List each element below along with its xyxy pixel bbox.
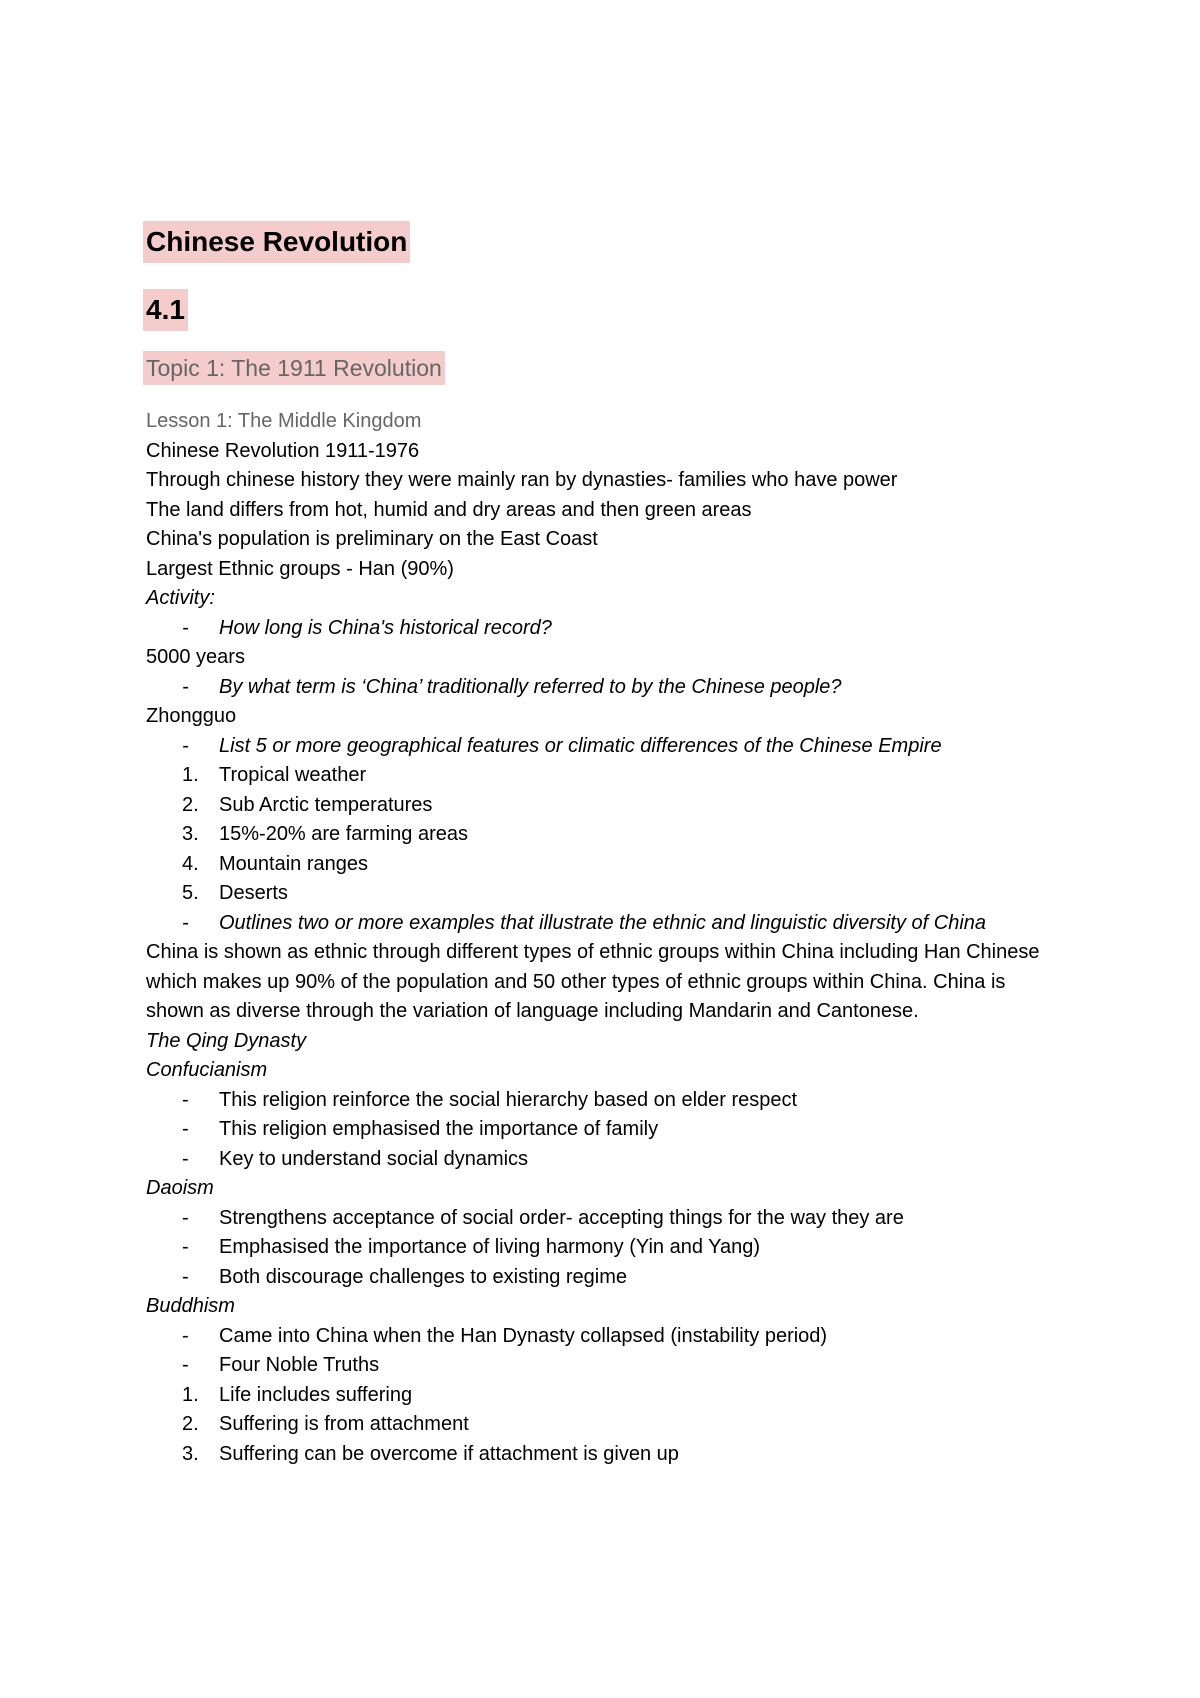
list-marker: - [182, 675, 189, 698]
intro-line: China's population is preliminary on the East Coast [146, 528, 598, 550]
list-marker: 3. [182, 823, 199, 845]
numbered-item [146, 1381, 1066, 1411]
list-item-text: Both discourage challenges to existing regime [219, 1265, 628, 1288]
intro-line: The land differs from hot, humid and dry areas and then green areas [146, 498, 752, 521]
list-marker: 2. [182, 1413, 199, 1435]
list-item-text: Emphasised the importance of living harmony (Yin and Yang) [219, 1236, 761, 1258]
list-marker: 1. [182, 1383, 199, 1406]
numbered-item [146, 791, 1066, 821]
list-marker: - [182, 1324, 189, 1347]
intro-line: Chinese Revolution 1911-1976 [146, 439, 420, 462]
numbered-item [146, 850, 1066, 880]
confucianism-label: Confucianism [146, 1059, 268, 1081]
numbered-item [146, 879, 1066, 909]
buddhism-label: Buddhism [146, 1295, 235, 1317]
list-marker: - [182, 734, 189, 757]
question-text: Outlines two or more examples that illustrate the ethnic and linguistic diversity of China [219, 911, 987, 934]
list-marker: - [182, 1265, 189, 1288]
bullet-item [146, 1204, 1066, 1234]
list-marker: 2. [182, 793, 199, 816]
list-item-text: 15%-20% are farming areas [219, 823, 469, 845]
numbered-item [146, 1440, 1066, 1470]
diversity-answer-paragraph: China is shown as ethnic through different types of ethnic groups within China including Han Chinese which makes up 90% of the population and 50 other types of ethnic groups within China. China is shown as diverse through the variation of language including Mandarin and Cantonese. [146, 941, 1040, 1022]
lesson-heading: Lesson 1: The Middle Kingdom [146, 410, 422, 432]
numbered-item [146, 1410, 1066, 1440]
bullet-item [146, 1115, 1066, 1145]
qing-dynasty-label: The Qing Dynasty [146, 1029, 307, 1052]
document-title [146, 221, 1066, 263]
topic-highlight: Topic 1: The 1911 Revolution [143, 351, 445, 385]
list-item-text: Tropical weather [219, 764, 367, 786]
topic-heading [146, 351, 1066, 385]
question-text: How long is China's historical record? [219, 616, 552, 639]
question-item [146, 614, 1066, 644]
list-item-text: Four Noble Truths [219, 1354, 380, 1376]
question-item [146, 673, 1066, 703]
list-marker: - [182, 1088, 189, 1111]
list-item-text: Mountain ranges [219, 852, 368, 875]
list-marker: - [182, 616, 189, 639]
daoism-label: Daoism [146, 1177, 214, 1199]
list-item-text: Sub Arctic temperatures [219, 793, 433, 816]
list-item-text: Key to understand social dynamics [219, 1147, 529, 1170]
activity-label: Activity: [146, 587, 215, 609]
bullet-item [146, 1086, 1066, 1116]
bullet-item [146, 1322, 1066, 1352]
section-number-heading [146, 289, 1066, 331]
list-marker: 3. [182, 1442, 199, 1465]
bullet-item [146, 1233, 1066, 1263]
list-marker: - [182, 911, 189, 934]
list-item-text: Suffering is from attachment [219, 1413, 469, 1435]
question-item [146, 732, 1066, 762]
list-item-text: Life includes suffering [219, 1383, 413, 1406]
list-item-text: This religion emphasised the importance of family [219, 1118, 659, 1140]
list-marker: 1. [182, 764, 199, 786]
list-item-text: Came into China when the Han Dynasty collapsed (instability period) [219, 1324, 828, 1347]
intro-line: Largest Ethnic groups - Han (90%) [146, 557, 454, 580]
question-text: By what term is ‘China’ traditionally referred to by the Chinese people? [219, 675, 842, 698]
list-item-text: Suffering can be overcome if attachment is given up [219, 1442, 679, 1465]
section-number-highlight: 4.1 [143, 289, 188, 331]
list-item-text: Strengthens acceptance of social order- accepting things for the way they are [219, 1206, 904, 1229]
bullet-item [146, 1145, 1066, 1175]
bullet-item [146, 1351, 1066, 1381]
bullet-item [146, 1263, 1066, 1293]
list-marker: - [182, 1354, 189, 1376]
title-highlight: Chinese Revolution [143, 221, 410, 263]
list-marker: - [182, 1206, 189, 1229]
question-item [146, 909, 999, 939]
document-body [146, 221, 1066, 1469]
question-text: List 5 or more geographical features or climatic differences of the Chinese Empire [219, 734, 942, 757]
list-marker: - [182, 1118, 189, 1140]
list-item-text: This religion reinforce the social hierarchy based on elder respect [219, 1088, 798, 1111]
numbered-item [146, 820, 1066, 850]
list-marker: 4. [182, 852, 199, 875]
numbered-item [146, 761, 1066, 791]
answer-text: 5000 years [146, 646, 245, 668]
answer-text: Zhongguo [146, 705, 237, 727]
list-item-text: Deserts [219, 882, 288, 904]
list-marker: - [182, 1147, 189, 1170]
intro-line: Through chinese history they were mainly ran by dynasties- families who have power [146, 469, 898, 491]
list-marker: - [182, 1236, 189, 1258]
list-marker: 5. [182, 882, 199, 904]
